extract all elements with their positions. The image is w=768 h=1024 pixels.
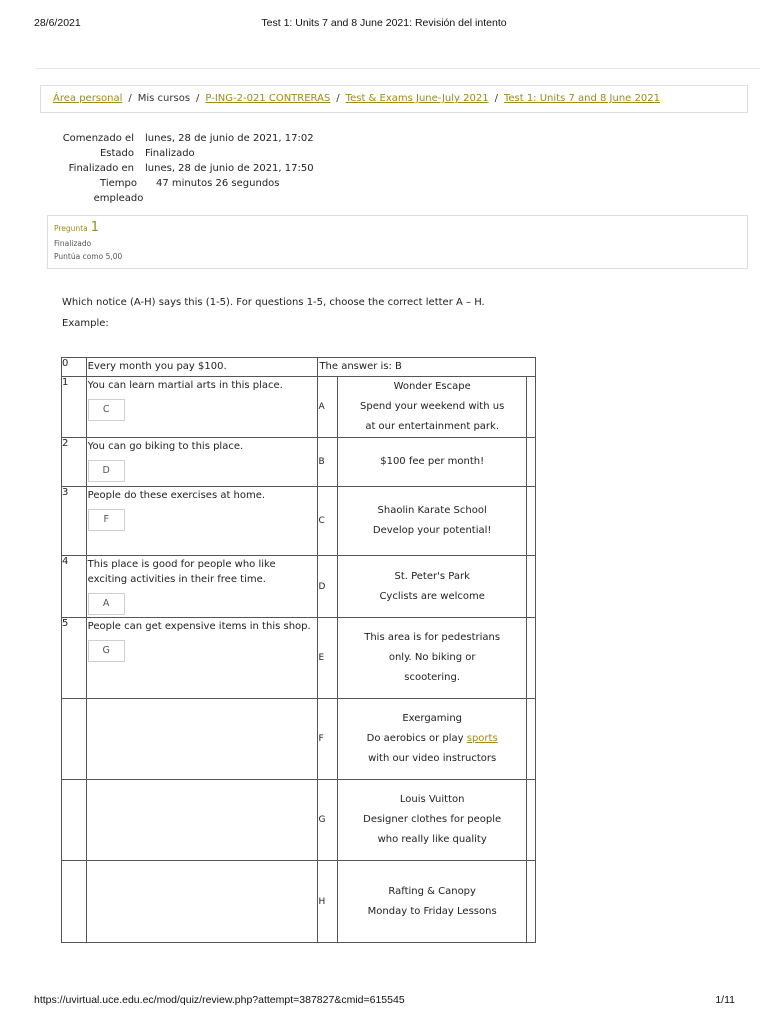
table-row: 2 You can go biking to this place. D B $100 fee per month! bbox=[62, 438, 536, 487]
breadcrumb-area-personal[interactable]: Área personal bbox=[53, 93, 123, 104]
attempt-summary bbox=[40, 131, 456, 206]
table-row-example: 0 Every month you pay $100. The answer is: B bbox=[62, 358, 536, 377]
print-header bbox=[0, 17, 768, 31]
question-info-box bbox=[47, 215, 748, 269]
notice-c: Shaolin Karate School Develop your potential! bbox=[338, 487, 527, 556]
table-row: F Exergaming Do aerobics or play sports with our video instructors bbox=[62, 699, 536, 780]
table-row: 3 People do these exercises at home. F C Shaolin Karate School Develop your potential! bbox=[62, 487, 536, 556]
sports-link[interactable]: sports bbox=[466, 733, 498, 744]
answer-box-2[interactable]: D bbox=[88, 460, 125, 482]
notice-b: $100 fee per month! bbox=[338, 438, 527, 487]
summary-row-state: Estado Finalizado bbox=[99, 148, 195, 159]
notice-f: Exergaming Do aerobics or play sports with our video instructors bbox=[338, 699, 527, 780]
notice-e: This area is for pedestrians only. No biking or scootering. bbox=[338, 618, 527, 699]
print-url: https://uvirtual.uce.edu.ec/mod/quiz/review.php?attempt=387827&cmid=615545 bbox=[34, 994, 405, 1006]
breadcrumb-separator: / bbox=[196, 93, 200, 104]
notice-a: Wonder Escape Spend your weekend with us at our entertainment park. bbox=[338, 377, 527, 438]
header-divider bbox=[36, 68, 760, 69]
question-number: 1 bbox=[90, 220, 100, 235]
table-row: 4 This place is good for people who like exciting activities in their free time. A D St. Peter's Park Cyclists are welcome bbox=[62, 556, 536, 618]
summary-row-time: Tiempo empleado 47 minutos 26 segundos bbox=[93, 178, 280, 204]
summary-row-finished: Finalizado en lunes, 28 de junio de 2021, 17:50 bbox=[68, 163, 314, 174]
table-row: 5 People can get expensive items in this shop. G E This area is for pedestrians only. No biking or scootering. bbox=[62, 618, 536, 699]
question-score: Puntúa como 5,00 bbox=[54, 252, 123, 261]
answer-box-5[interactable]: G bbox=[88, 640, 125, 662]
matching-table bbox=[61, 357, 536, 943]
question-state: Finalizado bbox=[54, 239, 92, 248]
answer-box-1[interactable]: C bbox=[88, 399, 125, 421]
table-row: 1 You can learn martial arts in this place. C A Wonder Escape Spend your weekend with us at our entertainment park. bbox=[62, 377, 536, 438]
table-row: G Louis Vuitton Designer clothes for people who really like quality bbox=[62, 780, 536, 861]
print-date: 28/6/2021 bbox=[34, 17, 81, 29]
notice-d: St. Peter's Park Cyclists are welcome bbox=[338, 556, 527, 618]
breadcrumb-separator: / bbox=[128, 93, 132, 104]
instruction-text: Which notice (A-H) says this (1-5). For questions 1-5, choose the correct letter A – H. bbox=[62, 297, 485, 308]
print-title: Test 1: Units 7 and 8 June 2021: Revisión del intento bbox=[261, 17, 507, 29]
print-footer bbox=[0, 994, 768, 1008]
breadcrumb-separator: / bbox=[336, 93, 340, 104]
summary-row-started: Comenzado el lunes, 28 de junio de 2021, 17:02 bbox=[62, 133, 314, 144]
breadcrumb-course[interactable]: P-ING-2-021 CONTRERAS bbox=[205, 93, 331, 104]
page-count: 1/11 bbox=[715, 994, 735, 1006]
breadcrumb-section[interactable]: Test & Exams June-July 2021 bbox=[345, 93, 489, 104]
notice-h: Rafting & Canopy Monday to Friday Lessons bbox=[338, 861, 527, 943]
breadcrumb-separator: / bbox=[494, 93, 498, 104]
example-label: Example: bbox=[62, 318, 109, 329]
question-text bbox=[62, 297, 485, 339]
breadcrumb-quiz[interactable]: Test 1: Units 7 and 8 June 2021 bbox=[503, 93, 660, 104]
question-label: Pregunta bbox=[54, 224, 88, 233]
notice-g: Louis Vuitton Designer clothes for people who really like quality bbox=[338, 780, 527, 861]
breadcrumb bbox=[40, 85, 748, 113]
breadcrumb-mis-cursos: Mis cursos bbox=[137, 93, 191, 104]
answer-box-3[interactable]: F bbox=[88, 509, 125, 531]
answer-box-4[interactable]: A bbox=[88, 593, 125, 615]
table-row: H Rafting & Canopy Monday to Friday Lessons bbox=[62, 861, 536, 943]
